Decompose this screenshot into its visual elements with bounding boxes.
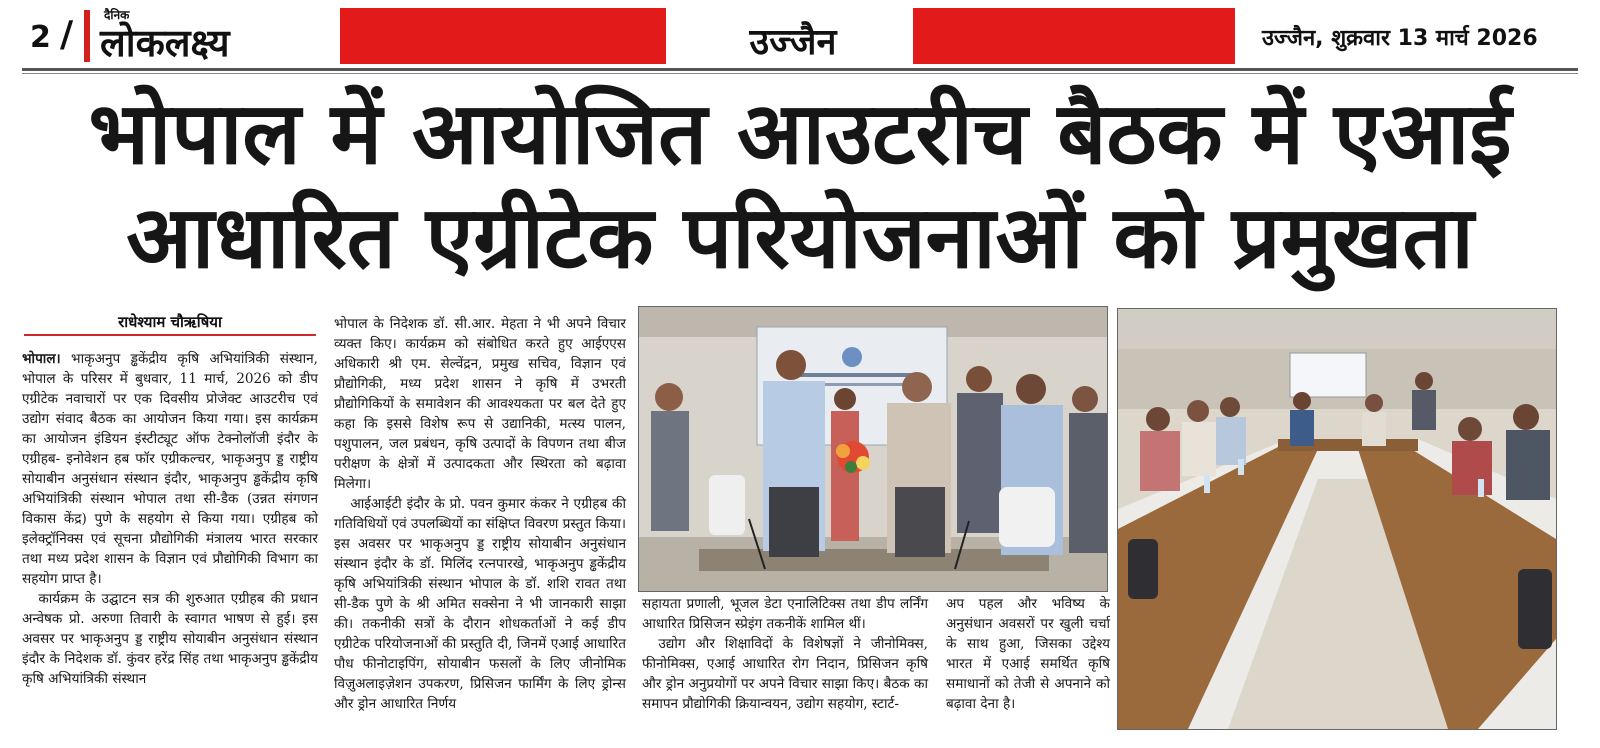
masthead-slash: / — [60, 14, 74, 55]
brand-prefix: दैनिक — [104, 8, 130, 22]
event-photo-meeting-room — [1117, 308, 1557, 730]
felicitation-illustration — [639, 307, 1107, 591]
edition-city: उज्जैन — [749, 22, 837, 63]
brand-accent-bar — [84, 10, 90, 62]
meeting-room-illustration — [1118, 309, 1556, 729]
article-text: भाकृअनुप ड्ढकेंद्रीय कृषि अभियांत्रिकी संस्थान, भोपाल के परिसर में बुधवार, 11 मार्च, 2026 को डीप एग्रीटेक नवाचारों पर एक दिवसीय प्रोजेक्ट आउटरीच एवं उद्योग संवाद बैठक का आयोजन किया गया। इस कार्यक्रम का आयोजन इंडियन इंस्टीट्यूट ऑफ टेक्नोलॉजी इंदौर के एग्रीहब- इनोवेशन हब फॉर एग्रीकल्चर, भाकृअनुप ड्ड राष्ट्रीय सोयाबीन अनुसंधान संस्थान इंदौर, भाकृअनुप ड्ढकेंद्रीय कृषि अभियांत्रिकी संस्थान भोपाल तथा सी-डैक (उन्नत संगणन विकास केंद्र) पुणे के सहयोग से किया गया। एग्रीहब को इलेक्ट्रॉनिक्स एवं सूचना प्रौद्योगिकी मंत्रालय भारत सरकार तथा मध्य प्रदेश शासन के विज्ञान एवं प्रौद्योगिकी विभाग का सहयोग प्राप्त है। — [22, 351, 318, 587]
article-paragraph: आईआईटी इंदौर के प्रो. पवन कुमार कंकर ने एग्रीहब की गतिविधियों एवं उपलब्धियों का संक्षिप्त विवरण प्रस्तुत किया। इस अवसर पर भाकृअनुप ड्ड राष्ट्रीय सोयाबीन अनुसंधान संस्थान इंदौर के डॉ. मिलिंद रत्नपारखे, भाकृअनुप ड्ढकेंद्रीय कृषि अभियांत्रिकी संस्थान भोपाल के डॉ. शशि रावत तथा सी-डैक पुणे के श्री अमित सक्सेना ने भी जानकारी साझा की। तकनीकी सत्रों के दौरान शोधकर्ताओं ने कई डीप एग्रीटेक परियोजनाओं की प्रस्तुति दी, जिनमें एआई आधारित पौध फीनोटाइपिंग, सोयाबीन फसलों के लिए जीनोमिक विज़ुअलाइज़ेशन उपकरण, प्रिसिजन फार्मिंग के लिए ड्रोन्स और ड्रोन आधारित निर्णय — [334, 496, 626, 712]
article-column-1 — [22, 349, 318, 689]
dateline-lead: भोपाल। — [22, 351, 61, 367]
byline: राधेश्याम चौऋषिया — [118, 313, 222, 331]
page-number: 2 — [30, 20, 51, 55]
article-paragraph — [22, 349, 318, 589]
event-photo-felicitation — [638, 306, 1108, 592]
headline-line-1: भोपाल में आयोजित आउटरीच बैठक में एआई — [88, 84, 1512, 184]
article-paragraph: भोपाल के निदेशक डॉ. सी.आर. मेहता ने भी अपने विचार व्यक्त किए। कार्यक्रम को संबोधित करते हुए आईएएस अधिकारी श्री एम. सेल्वेंद्रन, प्रमुख सचिव, विज्ञान एवं प्रौद्योगिकी, मध्य प्रदेश शासन ने कृषि में उभरती प्रौद्योगिकियों के समावेशन की आवश्यकता पर बल देते हुए कहा कि इससे विशेष रूप से उद्यानिकी, मत्स्य पालन, पशुपालन, जल प्रबंधन, कृषि उत्पादों के विपणन तथा बीज परीक्षण के क्षेत्रों में उत्पादकता और स्थिरता को बढ़ावा मिलेगा। — [334, 316, 626, 492]
masthead-red-band-left — [340, 8, 666, 64]
article-paragraph: सहायता प्रणाली, भूजल डेटा एनालिटिक्स तथा डीप लर्निंग आधारित प्रिसिजन स्प्रेइंग तकनीकें शामिल थीं। — [642, 596, 928, 632]
article-paragraph: उद्योग और शिक्षाविदों के विशेषज्ञों ने जीनोमिक्स, फीनोमिक्स, एआई आधारित रोग निदान, प्रिसिजन कृषि और ड्रोन अनुप्रयोगों पर अपने विचार साझा किए। बैठक का समापन प्रौद्योगिकी क्रियान्वयन, उद्योग सहयोग, स्टार्ट- — [642, 636, 928, 712]
byline-rule — [24, 334, 316, 336]
article-column-4 — [946, 594, 1110, 714]
headline-line-2: आधारित एग्रीटेक परियोजनाओं को प्रमुखता — [126, 188, 1474, 288]
masthead-rule-thin — [22, 73, 1578, 74]
headline — [30, 82, 1570, 290]
article-paragraph: कार्यक्रम के उद्घाटन सत्र की शुरुआत एग्रीहब की प्रधान अन्वेषक प्रो. अरुणा तिवारी के स्वागत भाषण से हुई। इस अवसर पर भाकृअनुप ड्ड राष्ट्रीय सोयाबीन अनुसंधान संस्थान इंदौर के निदेशक डॉ. कुंवर हरेंद्र सिंह तथा भाकृअनुप ड्ढकेंद्रीय कृषि अभियांत्रिकी संस्थान — [22, 591, 318, 687]
masthead-red-band-right — [913, 8, 1235, 64]
masthead-rule — [22, 68, 1578, 71]
newspaper-logo: लोकलक्ष्य — [100, 21, 230, 65]
article-column-2 — [334, 314, 626, 714]
dateline: उज्जैन, शुक्रवार 13 मार्च 2026 — [1262, 26, 1538, 51]
article-column-3 — [642, 594, 928, 714]
article-paragraph: अप पहल और भविष्य के अनुसंधान अवसरों पर खुली चर्चा के साथ हुआ, जिसका उद्देश्य भारत में एआई समर्थित कृषि समाधानों को तेजी से अपनाने को बढ़ावा देना है। — [946, 596, 1110, 712]
